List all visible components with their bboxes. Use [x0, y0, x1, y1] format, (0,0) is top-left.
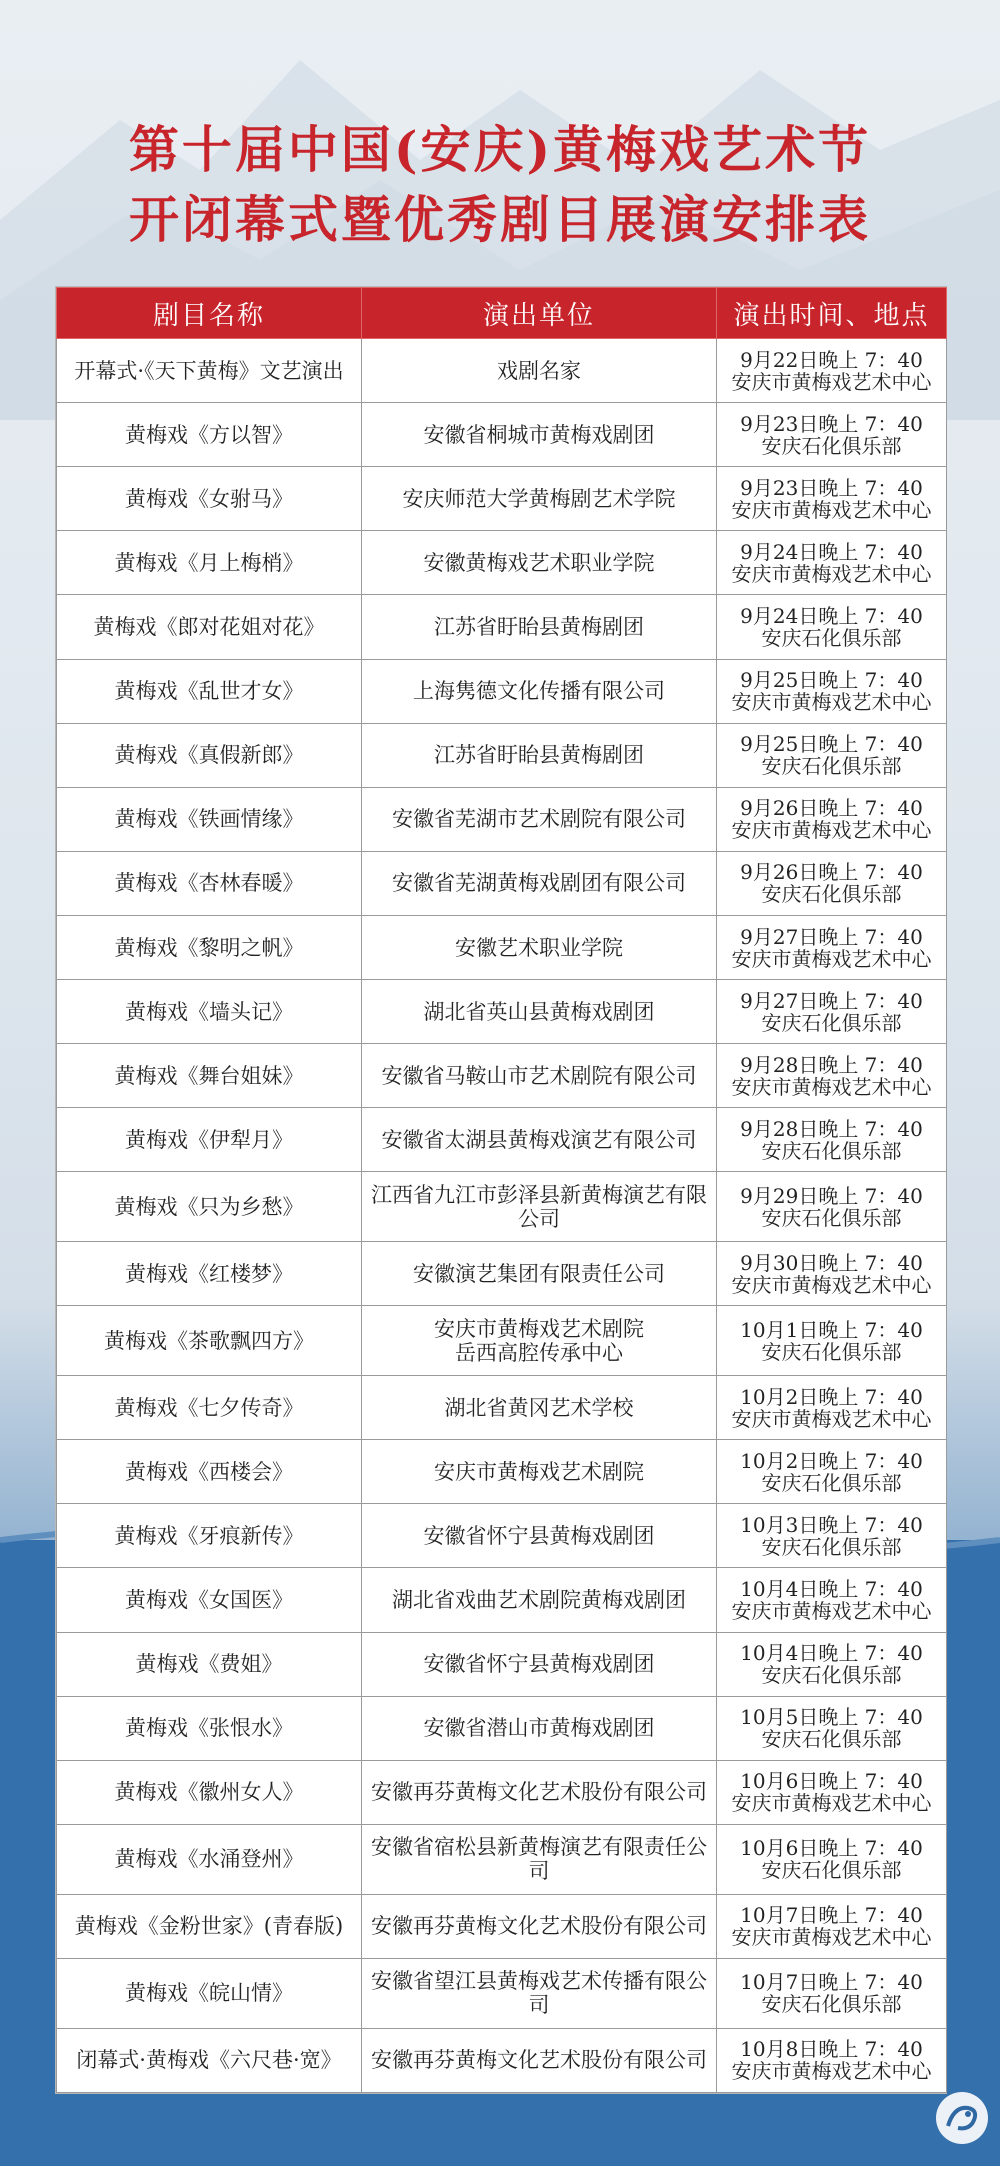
cell-play-name: 黄梅戏《伊犁月》 [57, 1108, 362, 1172]
show-time: 9月27日晚上 7：40 [740, 924, 923, 949]
troupe-name: 江苏省盱眙县黄梅剧团 [434, 743, 644, 768]
table-row [57, 1172, 947, 1242]
troupe-name: 安徽省潜山市黄梅戏剧团 [423, 1716, 655, 1741]
table-row [57, 1568, 947, 1632]
table-row [57, 1242, 947, 1306]
show-venue: 安庆石化俱乐部 [761, 1010, 902, 1035]
cell-time-place [717, 980, 947, 1044]
table-row [57, 531, 947, 595]
cell-troupe [362, 1760, 717, 1824]
table-row [57, 1376, 947, 1440]
show-venue: 安庆市黄梅戏艺术中心 [731, 1406, 932, 1431]
troupe-name: 安庆市黄梅戏艺术剧院 [434, 1316, 644, 1341]
cell-troupe [362, 1894, 717, 1958]
show-venue: 安庆石化俱乐部 [761, 1663, 902, 1688]
troupe-name: 安徽省马鞍山市艺术剧院有限公司 [381, 1063, 697, 1088]
troupe-name: 安徽省宿松县新黄梅演艺有限责任公司 [371, 1835, 707, 1884]
troupe-name: 湖北省英山县黄梅戏剧团 [423, 999, 655, 1024]
troupe-name: 上海隽德文化传播有限公司 [413, 679, 665, 704]
cell-time-place [717, 723, 947, 787]
show-time: 9月23日晚上 7：40 [740, 411, 923, 436]
show-time: 9月25日晚上 7：40 [740, 732, 923, 757]
cell-play-name: 黄梅戏《女国医》 [57, 1568, 362, 1632]
cell-troupe [362, 1108, 717, 1172]
show-time: 10月7日晚上 7：40 [740, 1970, 923, 1995]
table-row [57, 1504, 947, 1568]
table-row [57, 1440, 947, 1504]
cell-time-place [717, 1760, 947, 1824]
page-title-line1: 第十届中国(安庆)黄梅戏艺术节 [128, 120, 872, 179]
cell-time-place [717, 403, 947, 467]
cell-play-name: 黄梅戏《牙痕新传》 [57, 1504, 362, 1568]
cell-time-place [717, 531, 947, 595]
table-row [57, 723, 947, 787]
troupe-name: 戏剧名家 [497, 358, 581, 383]
show-venue: 安庆石化俱乐部 [761, 433, 902, 458]
cell-troupe [362, 1376, 717, 1440]
cell-troupe [362, 787, 717, 851]
cell-troupe [362, 915, 717, 979]
troupe-name: 安徽再芬黄梅文化艺术股份有限公司 [371, 2048, 707, 2073]
show-time: 10月2日晚上 7：40 [740, 1384, 923, 1409]
show-time: 10月3日晚上 7：40 [740, 1512, 923, 1537]
cell-troupe [362, 1504, 717, 1568]
show-venue: 安庆市黄梅戏艺术中心 [731, 1599, 932, 1624]
header-play-name: 剧目名称 [57, 288, 362, 339]
show-time: 9月28日晚上 7：40 [740, 1052, 923, 1077]
cell-troupe [362, 1696, 717, 1760]
cell-play-name: 黄梅戏《黎明之帆》 [57, 915, 362, 979]
show-time: 9月26日晚上 7：40 [740, 796, 923, 821]
cell-time-place [717, 1568, 947, 1632]
show-venue: 安庆石化俱乐部 [761, 1339, 902, 1364]
cell-play-name: 黄梅戏《皖山情》 [57, 1958, 362, 2028]
show-time: 10月4日晚上 7：40 [740, 1577, 923, 1602]
header-troupe: 演出单位 [362, 288, 717, 339]
table-row [57, 1108, 947, 1172]
table-row [57, 851, 947, 915]
cell-troupe [362, 1568, 717, 1632]
show-time: 10月6日晚上 7：40 [740, 1836, 923, 1861]
troupe-name: 安徽省太湖县黄梅戏演艺有限公司 [381, 1127, 697, 1152]
cell-time-place [717, 1108, 947, 1172]
cell-troupe [362, 467, 717, 531]
cell-troupe [362, 1044, 717, 1108]
show-venue: 安庆市黄梅戏艺术中心 [731, 1272, 932, 1297]
show-time: 9月23日晚上 7：40 [740, 475, 923, 500]
show-time: 10月7日晚上 7：40 [740, 1903, 923, 1928]
troupe-name-secondary: 岳西高腔传承中心 [455, 1340, 623, 1365]
cell-troupe [362, 1242, 717, 1306]
show-time: 10月8日晚上 7：40 [740, 2037, 923, 2062]
cell-play-name: 黄梅戏《茶歌飘四方》 [57, 1306, 362, 1376]
show-time: 10月6日晚上 7：40 [740, 1769, 923, 1794]
cell-time-place [717, 1824, 947, 1894]
troupe-name: 湖北省戏曲艺术剧院黄梅戏剧团 [392, 1588, 686, 1613]
show-venue: 安庆石化俱乐部 [761, 1992, 902, 2017]
show-venue: 安庆市黄梅戏艺术中心 [731, 561, 932, 586]
show-time: 9月24日晚上 7：40 [740, 539, 923, 564]
show-time: 9月25日晚上 7：40 [740, 668, 923, 693]
cell-time-place [717, 787, 947, 851]
show-venue: 安庆市黄梅戏艺术中心 [731, 1925, 932, 1950]
cell-troupe [362, 980, 717, 1044]
show-time: 9月28日晚上 7：40 [740, 1116, 923, 1141]
table-row [57, 595, 947, 659]
show-venue: 安庆市黄梅戏艺术中心 [731, 1074, 932, 1099]
cell-play-name: 黄梅戏《七夕传奇》 [57, 1376, 362, 1440]
show-venue: 安庆石化俱乐部 [761, 1858, 902, 1883]
show-time: 9月30日晚上 7：40 [740, 1250, 923, 1275]
cell-play-name: 黄梅戏《方以智》 [57, 403, 362, 467]
cell-troupe [362, 403, 717, 467]
cell-time-place [717, 2028, 947, 2092]
cell-time-place [717, 1172, 947, 1242]
cell-troupe [362, 339, 717, 403]
show-venue: 安庆石化俱乐部 [761, 1205, 902, 1230]
cell-play-name: 黄梅戏《郎对花姐对花》 [57, 595, 362, 659]
show-time: 9月24日晚上 7：40 [740, 603, 923, 628]
show-time: 9月27日晚上 7：40 [740, 988, 923, 1013]
cell-play-name: 黄梅戏《金粉世家》(青春版) [57, 1894, 362, 1958]
cell-troupe [362, 1172, 717, 1242]
cell-time-place [717, 1894, 947, 1958]
cell-play-name: 黄梅戏《月上梅梢》 [57, 531, 362, 595]
troupe-name: 安庆师范大学黄梅剧艺术学院 [402, 486, 676, 511]
schedule-table [56, 287, 947, 2093]
cell-play-name: 黄梅戏《铁画情缘》 [57, 787, 362, 851]
cell-troupe [362, 2028, 717, 2092]
cell-time-place [717, 1440, 947, 1504]
show-venue: 安庆市黄梅戏艺术中心 [731, 690, 932, 715]
header-time-place: 演出时间、地点 [717, 288, 947, 339]
show-time: 9月22日晚上 7：40 [740, 347, 923, 372]
table-row [57, 915, 947, 979]
cell-time-place [717, 915, 947, 979]
cell-play-name: 开幕式·《天下黄梅》文艺演出 [57, 339, 362, 403]
troupe-name: 安徽省怀宁县黄梅戏剧团 [423, 1523, 655, 1548]
troupe-name: 安徽黄梅戏艺术职业学院 [423, 550, 655, 575]
cell-time-place [717, 1504, 947, 1568]
table-row [57, 1958, 947, 2028]
schedule-table-container [55, 286, 947, 2094]
show-venue: 安庆市黄梅戏艺术中心 [731, 369, 932, 394]
cell-time-place [717, 1242, 947, 1306]
troupe-name: 江苏省盱眙县黄梅剧团 [434, 614, 644, 639]
troupe-name: 安徽再芬黄梅文化艺术股份有限公司 [371, 1914, 707, 1939]
table-row [57, 403, 947, 467]
show-time: 9月26日晚上 7：40 [740, 860, 923, 885]
cell-play-name: 黄梅戏《女驸马》 [57, 467, 362, 531]
cell-play-name: 黄梅戏《舞台姐妹》 [57, 1044, 362, 1108]
show-venue: 安庆市黄梅戏艺术中心 [731, 1791, 932, 1816]
cell-time-place [717, 467, 947, 531]
table-row [57, 2028, 947, 2092]
show-venue: 安庆石化俱乐部 [761, 1470, 902, 1495]
cell-troupe [362, 723, 717, 787]
cell-time-place [717, 1958, 947, 2028]
show-venue: 安庆石化俱乐部 [761, 1534, 902, 1559]
cell-time-place [717, 1376, 947, 1440]
troupe-name: 江西省九江市彭泽县新黄梅演艺有限公司 [371, 1182, 707, 1231]
show-venue: 安庆市黄梅戏艺术中心 [731, 2059, 932, 2084]
troupe-name: 安徽艺术职业学院 [455, 935, 623, 960]
cell-time-place [717, 1632, 947, 1696]
festival-logo-icon [934, 2090, 990, 2146]
cell-troupe [362, 1440, 717, 1504]
cell-play-name: 黄梅戏《乱世才女》 [57, 659, 362, 723]
cell-play-name: 闭幕式·黄梅戏《六尺巷·宽》 [57, 2028, 362, 2092]
table-row [57, 1824, 947, 1894]
show-venue: 安庆市黄梅戏艺术中心 [731, 818, 932, 843]
cell-troupe [362, 851, 717, 915]
troupe-name: 安徽省芜湖市艺术剧院有限公司 [392, 807, 686, 832]
table-row [57, 1306, 947, 1376]
table-row [57, 1044, 947, 1108]
table-row [57, 787, 947, 851]
cell-time-place [717, 659, 947, 723]
cell-play-name: 黄梅戏《杏林春暖》 [57, 851, 362, 915]
show-venue: 安庆石化俱乐部 [761, 1138, 902, 1163]
cell-time-place [717, 1044, 947, 1108]
cell-play-name: 黄梅戏《墙头记》 [57, 980, 362, 1044]
cell-time-place [717, 1306, 947, 1376]
cell-play-name: 黄梅戏《西楼会》 [57, 1440, 362, 1504]
show-venue: 安庆石化俱乐部 [761, 882, 902, 907]
cell-play-name: 黄梅戏《水涌登州》 [57, 1824, 362, 1894]
cell-troupe [362, 595, 717, 659]
cell-play-name: 黄梅戏《红楼梦》 [57, 1242, 362, 1306]
table-row [57, 659, 947, 723]
cell-troupe [362, 1632, 717, 1696]
show-time: 9月29日晚上 7：40 [740, 1183, 923, 1208]
cell-play-name: 黄梅戏《费姐》 [57, 1632, 362, 1696]
header-row [57, 288, 947, 339]
show-venue: 安庆市黄梅戏艺术中心 [731, 946, 932, 971]
troupe-name: 安徽省桐城市黄梅戏剧团 [423, 422, 655, 447]
cell-play-name: 黄梅戏《真假新郎》 [57, 723, 362, 787]
show-venue: 安庆石化俱乐部 [761, 625, 902, 650]
cell-troupe [362, 659, 717, 723]
cell-play-name: 黄梅戏《徽州女人》 [57, 1760, 362, 1824]
table-row [57, 1696, 947, 1760]
cell-time-place [717, 851, 947, 915]
troupe-name: 安徽省芜湖黄梅戏剧团有限公司 [392, 871, 686, 896]
troupe-name: 安徽省怀宁县黄梅戏剧团 [423, 1652, 655, 1677]
show-time: 10月5日晚上 7：40 [740, 1705, 923, 1730]
table-row [57, 467, 947, 531]
table-row [57, 1894, 947, 1958]
cell-troupe [362, 531, 717, 595]
cell-time-place [717, 595, 947, 659]
cell-troupe [362, 1306, 717, 1376]
troupe-name: 安庆市黄梅戏艺术剧院 [434, 1459, 644, 1484]
troupe-name: 安徽省望江县黄梅戏艺术传播有限公司 [371, 1969, 707, 2018]
cell-time-place [717, 339, 947, 403]
table-row [57, 1760, 947, 1824]
troupe-name: 安徽演艺集团有限责任公司 [413, 1261, 665, 1286]
show-venue: 安庆市黄梅戏艺术中心 [731, 497, 932, 522]
table-row [57, 1632, 947, 1696]
cell-troupe [362, 1824, 717, 1894]
cell-time-place [717, 1696, 947, 1760]
show-time: 10月1日晚上 7：40 [740, 1317, 923, 1342]
show-venue: 安庆石化俱乐部 [761, 754, 902, 779]
table-row [57, 980, 947, 1044]
cell-play-name: 黄梅戏《张恨水》 [57, 1696, 362, 1760]
show-time: 10月4日晚上 7：40 [740, 1641, 923, 1666]
show-venue: 安庆石化俱乐部 [761, 1727, 902, 1752]
page-title-line2: 开闭幕式暨优秀剧目展演安排表 [129, 190, 871, 249]
cell-troupe [362, 1958, 717, 2028]
table-row [57, 339, 947, 403]
show-time: 10月2日晚上 7：40 [740, 1448, 923, 1473]
cell-play-name: 黄梅戏《只为乡愁》 [57, 1172, 362, 1242]
troupe-name: 安徽再芬黄梅文化艺术股份有限公司 [371, 1780, 707, 1805]
troupe-name: 湖北省黄冈艺术学校 [444, 1395, 634, 1420]
